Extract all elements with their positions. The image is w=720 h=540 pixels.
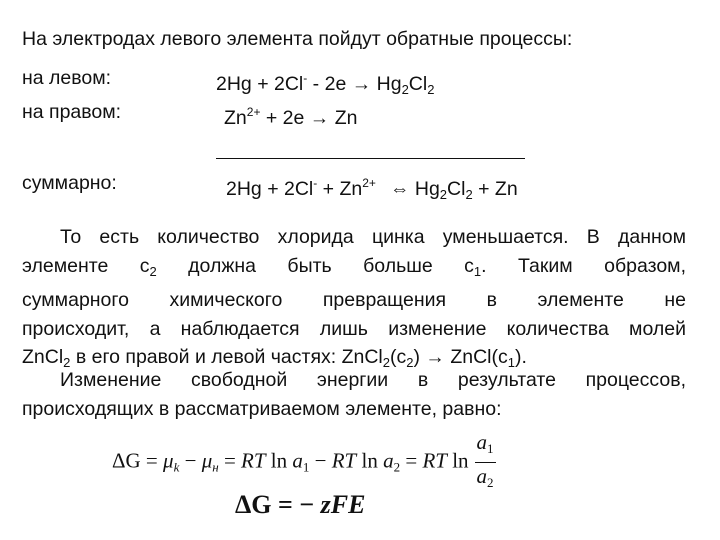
paragraph-1-line xyxy=(22,223,686,252)
reaction-superscript: 2+ xyxy=(362,176,376,190)
text-run: элементе с xyxy=(22,254,150,277)
math-symbol: a xyxy=(476,430,488,454)
reaction-part: + 2e xyxy=(260,107,310,129)
total-reaction xyxy=(226,171,518,207)
text-run: ZnCl xyxy=(22,346,64,368)
math-symbol: a xyxy=(383,448,394,473)
reaction-subscript: 2 xyxy=(427,82,435,97)
text-subscript: 2 xyxy=(149,263,157,279)
math-function: ln xyxy=(446,448,469,473)
right-arrow-icon: → xyxy=(309,107,330,129)
math-symbol: RT xyxy=(331,448,357,473)
text-subscript: 1 xyxy=(507,355,515,370)
text-run: Изменение свободной энергии в результате процессов, xyxy=(60,369,686,391)
text-run: суммарного химического превращения в элементе не xyxy=(22,289,686,311)
math-subscript: 1 xyxy=(487,441,494,456)
text-run: ). xyxy=(515,346,527,368)
math-subscript: k xyxy=(173,459,180,475)
math-operator: = xyxy=(218,448,242,473)
text-subscript: 1 xyxy=(473,263,482,279)
sum-divider-line xyxy=(216,158,525,159)
reaction-part: + Zn xyxy=(317,178,363,200)
math-subscript: 2 xyxy=(487,475,494,490)
math-operator: − xyxy=(309,448,332,473)
reaction-superscript: - xyxy=(303,71,308,85)
text-run: ZnCl(с xyxy=(444,346,508,368)
right-arrow-icon: → xyxy=(425,346,445,368)
math-subscript: 2 xyxy=(393,459,401,475)
fraction-bar xyxy=(475,462,496,463)
text-subscript: 2 xyxy=(406,355,414,370)
math-subscript: 1 xyxy=(302,459,310,475)
fraction-numerator xyxy=(475,430,496,461)
reaction-part: Cl xyxy=(447,178,466,200)
paragraph-2-line xyxy=(22,366,686,395)
paragraph-1 xyxy=(22,223,686,378)
math-symbol: ΔG xyxy=(235,490,272,519)
math-symbol: a xyxy=(292,448,303,473)
text-run: . Таким образом, xyxy=(481,254,686,277)
math-symbol: μ xyxy=(201,448,213,473)
text-run: в его правой и левой частях: ZnCl xyxy=(70,346,383,368)
header-text-content: На электродах левого элемента пойдут обратные процессы: xyxy=(22,28,573,50)
math-symbol: zFE xyxy=(320,490,366,519)
math-symbol: RT xyxy=(422,448,447,473)
math-operator: = xyxy=(140,448,164,473)
right-electrode-label-text: на правом: xyxy=(22,101,122,123)
math-symbol: μ xyxy=(163,448,174,473)
activity-ratio-fraction xyxy=(475,430,496,495)
text-subscript: 2 xyxy=(382,355,391,370)
math-symbol: ΔG xyxy=(112,448,141,473)
reaction-part: Cl xyxy=(408,73,428,95)
text-run: То есть количество хлорида цинка уменьшается. В данном xyxy=(60,226,686,248)
total-label-text: суммарно: xyxy=(22,172,117,194)
left-electrode-reaction xyxy=(216,66,434,102)
reaction-subscript: 2 xyxy=(439,187,448,202)
text-subscript: 2 xyxy=(63,355,71,370)
right-arrow-icon: → xyxy=(351,73,372,95)
math-operator: − xyxy=(179,448,202,473)
math-function: ln xyxy=(265,448,293,473)
reaction-superscript: - xyxy=(313,176,318,190)
text-run: (с xyxy=(390,346,407,368)
delta-g-zfe-formula xyxy=(235,488,365,522)
gibbs-energy-formula xyxy=(112,430,496,495)
text-run: должна быть больше с xyxy=(156,254,474,277)
total-label xyxy=(22,171,117,195)
left-electrode-label xyxy=(22,66,111,90)
reaction-part: Zn xyxy=(224,107,247,129)
reaction-subscript: 2 xyxy=(401,82,409,97)
double-arrow-icon: ⇔ xyxy=(389,178,410,200)
math-operator: = − xyxy=(271,490,321,519)
reaction-subscript: 2 xyxy=(465,187,473,202)
math-function: ln xyxy=(356,448,384,473)
reaction-part: - 2e xyxy=(307,73,352,95)
right-electrode-reaction xyxy=(224,100,357,130)
paragraph-1-line xyxy=(22,286,686,315)
paragraph-2-line xyxy=(22,395,686,424)
fraction-denominator xyxy=(475,464,496,495)
text-run: ) xyxy=(413,346,426,368)
paragraph-1-line xyxy=(22,315,686,344)
math-operator: = xyxy=(400,448,423,473)
reaction-part: 2Hg + 2Cl xyxy=(216,73,304,95)
text-run: происходит, а наблюдается лишь изменение количества молей xyxy=(22,317,686,340)
reaction-part: Hg xyxy=(409,178,440,200)
right-electrode-label xyxy=(22,100,121,124)
reaction-superscript: 2+ xyxy=(246,105,261,119)
header-text xyxy=(22,27,572,51)
paragraph-1-line xyxy=(22,252,686,287)
math-subscript: н xyxy=(212,459,219,475)
reaction-part: Hg xyxy=(371,73,402,95)
paragraph-2 xyxy=(22,366,686,423)
math-symbol: RT xyxy=(241,448,266,473)
reaction-part: + Zn xyxy=(472,178,518,200)
reaction-part: Zn xyxy=(329,107,358,129)
reaction-part: 2Hg + 2Cl xyxy=(226,178,314,200)
text-run: происходящих в рассматриваемом элементе, равно: xyxy=(22,397,502,420)
left-electrode-label-text: на левом: xyxy=(22,67,112,89)
math-symbol: a xyxy=(476,464,488,488)
